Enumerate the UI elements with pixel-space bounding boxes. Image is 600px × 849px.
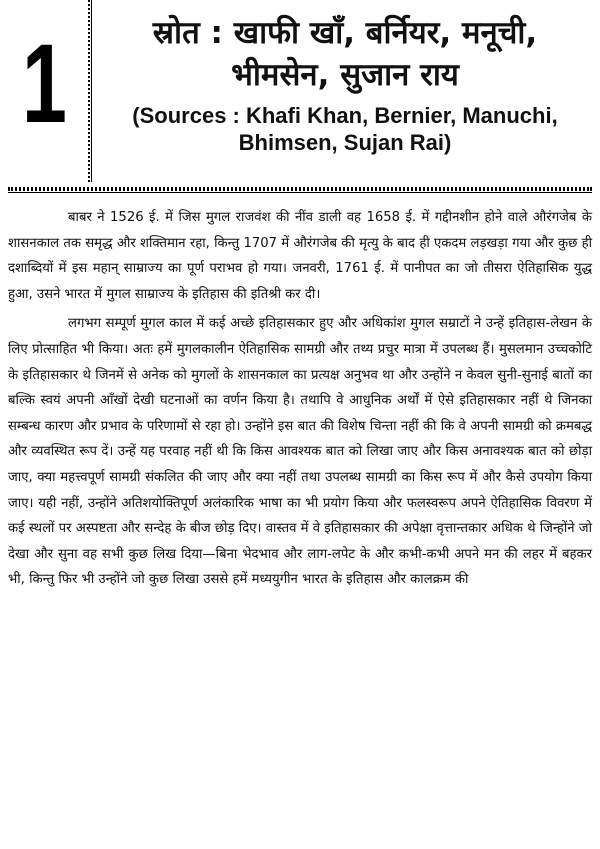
chapter-number: 1 xyxy=(22,21,67,146)
title-hindi-line-1: स्रोत : खाफी खाँ, बर्नियर, मनूची, xyxy=(152,15,538,51)
title-hindi-line-2: भीमसेन, सुजान राय xyxy=(231,57,459,93)
body-text xyxy=(8,205,592,593)
paragraph-1: बाबर ने 1526 ई. में जिस मुगल राजवंश की नींव डाली वह 1658 ई. में गद्दीनशीन होने वाले औरंगजेब के शासनकाल तक समृद्ध और शक्तिमान रहा, किन्तु 1707 में औरंगजेब की मृत्यु के बाद ही एकदम लड़खड़ा गया और कुछ ही दशाब्दियों में इस महान् साम्राज्य का पूर्ण पराभव हो गया। जनवरी, 1761 ई. में पानीपत का जो तीसरा ऐतिहासिक युद्ध हुआ, उसने भारत में मुगल साम्राज्य के इतिहास की इतिश्री कर दी। xyxy=(8,210,592,302)
vertical-divider xyxy=(88,0,90,182)
title-english xyxy=(98,102,592,156)
chapter-title xyxy=(98,12,592,156)
horizontal-divider xyxy=(8,189,592,191)
title-english-line-1: (Sources : Khafi Khan, Bernier, Manuchi, xyxy=(132,103,558,128)
paragraph-2: लगभग सम्पूर्ण मुगल काल में कई अच्छे इतिहासकार हुए और अधिकांश मुगल सम्राटों ने उन्हें इतिहास-लेखन के लिए प्रोत्साहित भी किया। अतः हमें मुगलकालीन ऐतिहासिक सामग्री और तथ्य प्रचुर मात्रा में उपलब्ध हैं। मुसलमान उच्चकोटि के इतिहासकार थे जिनमें से अनेक को मुगलों के शासनकाल का प्रत्यक्ष अनुभव था और उन्होंने न केवल सुनी-सुनाई बातों का बल्कि स्वयं अपनी आँखों देखी घटनाओं का वर्णन किया है। तथापि वे आधुनिक अर्थों में ऐसे इतिहासकार नहीं थे जिनका सम्बन्ध कारण और प्रभाव के परिणामों से रहा हो। उन्होंने इस बात की विशेष चिन्ता नहीं की कि वे अपनी सामग्री को क्रमबद्ध और व्यवस्थित रूप दें। उन्हें यह परवाह नहीं थी कि किस आवश्यक बात को लिखा जाए और किस अनावश्यक बात को छोड़ा जाए, क्या महत्त्वपूर्ण सामग्री संकलित की जाए और क्या नहीं तथा उपलब्ध सामग्री का किस रूप में और कैसे उपयोग किया जाए। यही नहीं, उन्होंने अतिशयोक्तिपूर्ण अलंकारिक भाषा का भी प्रयोग किया और फलस्वरूप अपने ऐतिहासिक विवरण में कई स्थलों पर अस्पष्टता और सन्देह के बीज छोड़ दिए। वास्तव में वे इतिहासकार की अपेक्षा वृत्तान्तकार अधिक थे जिन्होंने जो देखा और सुना वह सभी कुछ लिख दिया—बिना भेदभाव और लाग-लपेट के और कभी-कभी अपने मन की लहर में बहकर भी, किन्तु फिर भी उन्होंने जो कुछ लिखा उससे हमें मध्ययुगीन भारत के इतिहास और कालक्रम की xyxy=(8,316,592,588)
title-english-line-2: Bhimsen, Sujan Rai) xyxy=(238,130,452,155)
